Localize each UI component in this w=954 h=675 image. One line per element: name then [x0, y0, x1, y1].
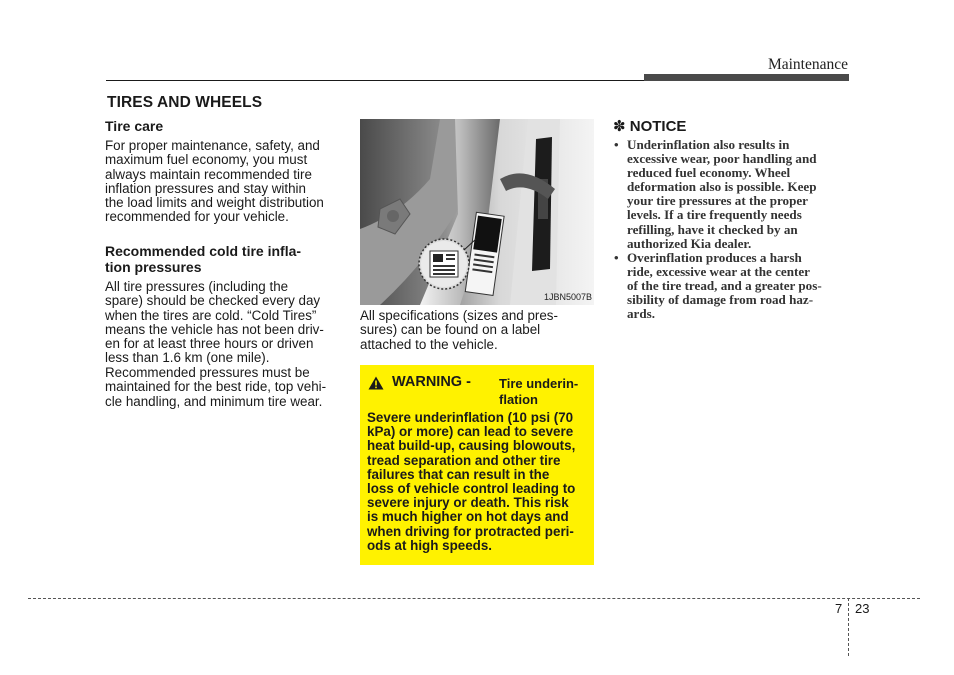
tire-care-heading: Tire care — [105, 118, 164, 134]
notice-heading: ✽ NOTICE — [613, 118, 687, 135]
cold-pressures-heading: Recommended cold tire infla- tion pressures — [105, 243, 302, 275]
tire-care-paragraph: For proper maintenance, safety, and maximum fuel economy, you must always maintain recommended tire inflation pressures and stay within the load limits and weight distribution recommended for your vehicle. — [105, 138, 324, 225]
page-number: 23 — [855, 601, 870, 616]
header-rule-accent — [644, 74, 849, 81]
chapter-number: 7 — [835, 601, 843, 616]
figure-caption: All specifications (sizes and pres- sures) can be found on a label attached to the vehicle. — [360, 308, 558, 352]
warning-subtitle: Tire underin- flation — [499, 376, 579, 407]
door-jamb-label-photo — [360, 119, 594, 305]
notice-item: • Overinflation produces a harsh ride, excessive wear at the center of the tire tread, and a greater pos- sibility of damage from road haz- ards. — [613, 251, 848, 321]
header-rule — [106, 80, 644, 81]
cold-pressures-paragraph-2: Recommended pressures must be maintained for the best ride, top vehi- cle handling, and minimum tire wear. — [105, 365, 327, 409]
footer-rule — [28, 598, 920, 599]
section-label: Maintenance — [767, 56, 848, 73]
warning-label: WARNING - — [392, 374, 471, 390]
page-title: TIRES AND WHEELS — [107, 94, 263, 111]
notice-list — [613, 138, 848, 321]
figure-code: 1JBN5007B — [543, 292, 592, 302]
notice-item: • Underinflation also results in excessive wear, poor handling and reduced fuel economy. Wheel deformation also is possible. Keep your tire pressures at the proper levels. If a tire frequently needs refilling, have it checked by an authorized Kia dealer. — [613, 138, 848, 251]
cold-pressures-paragraph-1: All tire pressures (including the spare) should be checked every day when the tires are cold. “Cold Tires” means the vehicle has not been driv- en for at least three hours or driven less than 1.6 km (one mile). — [105, 279, 324, 366]
warning-body: Severe underinflation (10 psi (70 kPa) or more) can lead to severe heat build-up, causing blowouts, tread separation and other tire failures that can result in the loss of vehicle control leading to severe injury or death. This risk is much higher on hot days and when driving for protracted peri- ods at high speeds. — [367, 410, 576, 553]
warning-triangle-icon — [368, 376, 384, 390]
warning-box — [360, 365, 594, 565]
footer-divider — [848, 598, 849, 656]
